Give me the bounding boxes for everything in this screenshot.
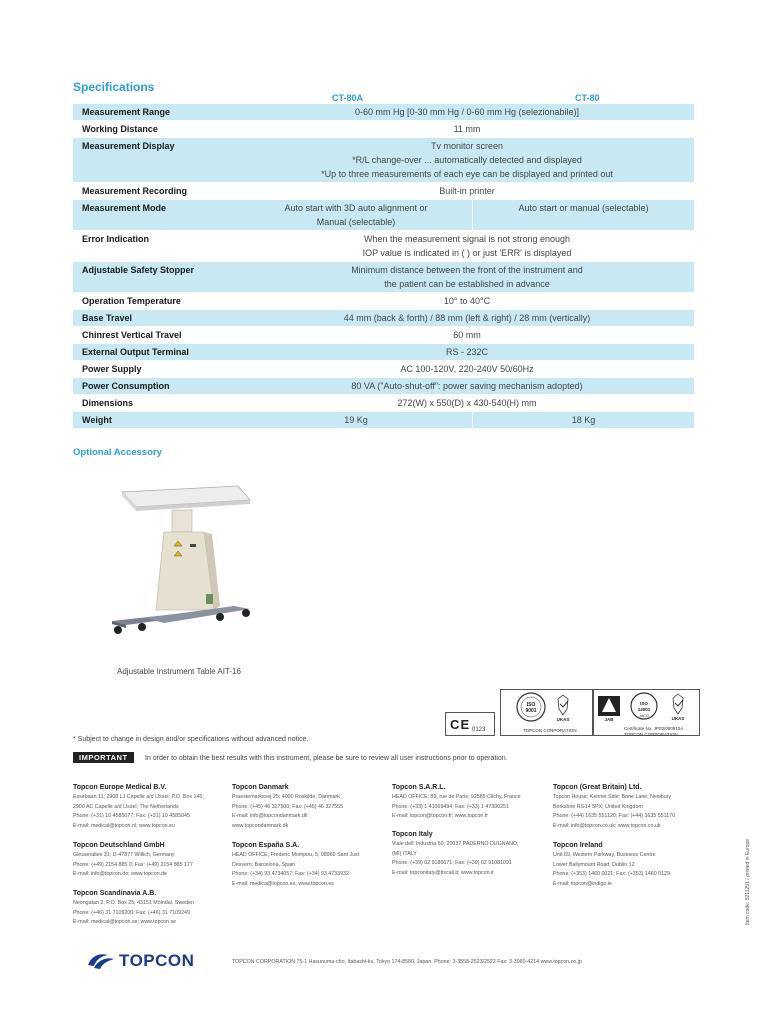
office-name: Topcon España S.A. [232,842,300,849]
spec-value: 60 mm [240,327,694,344]
topcon-logo [86,951,194,971]
office-line: 2900 AC Capelle a/d IJssel; The Netherlands [73,803,179,810]
spec-row [73,310,694,327]
spec-label: Measurement Range [73,104,240,121]
spec-value: 44 mm (back & forth) / 88 mm (left & right) / 28 mm (vertically) [240,310,694,327]
spec-label: Measurement Mode [73,200,240,231]
office-topcon-great-britain [553,782,675,831]
svg-text:ISO: ISO [526,702,536,708]
spec-row [73,183,694,200]
spec-value-ct80a: 19 Kg [240,412,473,429]
spec-value: 11 mm [240,121,694,138]
spec-value [240,231,694,262]
spec-row [73,327,694,344]
office-name: Topcon Ireland [553,842,603,849]
office-line: Viale dell' Industria 60; 20037 PADERNO DUGNANO; [392,841,519,847]
office-line: E-mail: topconitaly@tiscali.it; www.topcon.it [392,869,494,876]
spec-label: Weight [73,412,240,429]
spec-value-line: Minimum distance between the front of the instrument and [351,265,583,275]
spec-row [73,293,694,310]
spec-value-ct80: Auto start or manual (selectable) [473,200,695,231]
specifications-title: Specifications [73,80,155,94]
ce-mark-icon: C E [445,712,495,736]
spec-row [73,344,694,361]
office-line: E-mail: info@topcondanmark.dk [232,813,308,819]
spec-row [73,200,694,231]
office-line: Phone: (+45) 46 327500; Fax: (+45) 46 327555 [232,803,344,810]
svg-text:UKAS: UKAS [671,716,685,721]
spec-value: 272(W) x 550(D) x 430-540(H) mm [240,395,694,412]
side-item-code: Item code: 5211251 / printed in Europe [745,838,751,925]
office-line: HEAD OFFICE; 89, rue de Paris; 92585 Clichy, France [392,794,521,800]
spec-label: Power Consumption [73,378,240,395]
office-line: Phone: (+46) 31 7109200; Fax: (+46) 31 7109249 [73,909,190,916]
office-name: Topcon Italy [392,831,433,838]
office-line: E-mail: topcon@indigo.ie [553,880,612,887]
iso9001-certificate [500,689,593,736]
office-line: E-mail: info@topcon.de; www.topcon.de [73,871,168,877]
office-line: Praestemarksvej 25; 4000 Roskilde, Danmark [232,794,340,800]
spec-row [73,104,694,121]
spec-label: Measurement Recording [73,183,240,200]
topcon-logo-text: TOPCON [119,951,195,970]
spec-row [73,262,694,293]
office-line: Phone: (+31) 10 4585077; Fax: (+31) 10 4585045 [73,813,190,819]
important-badge: IMPORTANT [73,752,134,763]
spec-value [240,138,694,183]
specs-change-note: * Subject to change in design and/or specifications without advanced notice. [73,736,309,743]
office-line: www.topcondanmark.dk [232,822,289,829]
office-line: E-mail: medical@topcon.se; www.topcon.se [73,919,177,925]
table-caption: Adjustable Instrument Table AIT-16 [117,667,241,676]
office-topcon-espana [232,840,359,889]
office-line: Phone: (+49) 2154 885 0; Fax: (+49) 2154 885 177 [73,861,193,868]
office-name: Topcon Danmark [232,784,289,791]
office-name: Topcon Scandinavia A.B. [73,890,157,897]
footer-address: TOPCON CORPORATION 75-1 Hasunuma-cho, Itabashi-ku, Tokyo 174-8580, Japan. Phone: 3-3558-2523/2522 Fax: 3-3960-4214 www.topcon.co.jp [232,959,582,965]
svg-text:JACO: JACO [639,714,649,718]
office-name: Topcon S.A.R.L. [392,784,446,791]
office-line: Unit 69, Western Parkway, Business Centre [553,852,656,858]
spec-row [73,361,694,378]
spec-label: Error Indication [73,231,240,262]
spec-label: External Output Terminal [73,344,240,361]
office-line: Lower Ballymount Road, Dublin 12 [553,861,635,868]
office-line: Phone: (+33) 1 41069494; Fax: (+33) 1 47390251 [392,803,509,810]
spec-value-ct80: 18 Kg [473,412,695,429]
svg-text:UKAS: UKAS [556,717,570,722]
office-topcon-ireland [553,840,670,889]
spec-value-line: When the measurement signal is not strong enough [363,234,571,244]
cert2-label-2: TOPCON CORPORATION [624,732,678,737]
office-line: E-mail: medica@topcon.es; www.topcon.es [232,880,334,887]
office-name: Topcon Europe Medical B.V. [73,784,167,791]
column-header-ct80a: CT-80A [332,93,364,103]
svg-text:14001: 14001 [637,707,651,712]
spec-value: 0-60 mm Hg [0-30 mm Hg / 0-60 mm Hg (selezionabile)] [240,104,694,121]
iso14001-certificate [593,689,700,736]
spec-label: Adjustable Safety Stopper [73,262,240,293]
column-header-ct80: CT-80 [575,93,600,103]
spec-value-line: the patient can be established in advance [384,279,550,289]
important-text: In order to obtain the best results with this instrument, please be sure to review all user instructions prior to operation. [145,755,508,762]
spec-row [73,378,694,395]
office-line: Neongatan 2; P.O. Box 25; 43151 Mölndal, Sweden [73,900,194,906]
spec-value [240,262,694,293]
ce-number: 0123 [472,727,486,733]
office-topcon-danmark [232,782,343,831]
cert2-label: Certificate No. JP03/080910A [624,726,684,731]
spec-value-ct80a [240,200,473,231]
office-line: Phone: (+353) 1460 0021; Fax: (+353) 1460 0129 [553,871,670,877]
spec-value-line: Tv monitor screen [430,141,504,151]
office-line: Berkshire RG14 5PX; United Kingdom [553,803,643,810]
office-line: E-mail: info@topcon.co.uk; www.topcon.co.uk [553,822,661,829]
spec-value-line: *Up to three measurements of each eye can be displayed and printed out [321,169,613,179]
spec-value-line: IOP value is indicated in ( ) or just 'ERR' is displayed [362,248,572,258]
spec-value: RS - 232C [240,344,694,361]
spec-label: Working Distance [73,121,240,138]
spec-label: Power Supply [73,361,240,378]
office-name: Topcon Deutschland GmbH [73,842,165,849]
spec-value-line: Auto start with 3D auto alignment or [284,203,428,213]
spec-value-line: Manual (selectable) [316,217,396,227]
office-topcon-sarl [392,782,521,822]
iso9001-seal-icon [501,690,592,726]
topcon-logo-icon [86,951,116,971]
specifications-table [73,104,694,429]
office-line: E-mail: topcon@topcon.fr; www.topcon.fr [392,813,489,819]
office-topcon-scandinavia [73,888,194,928]
office-name: Topcon (Great Britain) Ltd. [553,784,642,791]
spec-label: Measurement Display [73,138,240,183]
office-line: Phone: (+44) 1635 551120; Fax: (+44) 1635 551170 [553,813,676,819]
office-line: E-mail: medical@topcon.nl; www.topcon.eu [73,822,175,829]
office-topcon-deutschland [73,840,193,880]
svg-text:9001: 9001 [525,708,537,714]
iso14001-seal-icon [594,690,699,724]
spec-row [73,395,694,412]
spec-value: Built-in printer [240,183,694,200]
spec-row [73,412,694,429]
spec-row [73,121,694,138]
optional-accessory-title: Optional Accessory [73,447,162,458]
office-line: Topcon House; Kennet Side; Bone Lane; Newbury [553,794,672,800]
svg-text:JAB: JAB [604,717,614,722]
office-topcon-europe [73,782,204,831]
spec-label: Base Travel [73,310,240,327]
office-topcon-italy [392,829,519,878]
office-line: Giesserallee 31; D-47877 Willich, Germany [73,852,175,858]
spec-row [73,138,694,183]
spec-value: AC 100-120V, 220-240V 50/60Hz [240,361,694,378]
spec-value: 80 VA ("Auto-shut-off": power saving mechanism adopted) [240,378,694,395]
spec-value: 10° to 40°C [240,293,694,310]
office-line: Desvern; Barcelona, Spain [232,861,296,868]
cert1-label: TOPCON CORPORATION [523,728,577,733]
spec-label: Operation Temperature [73,293,240,310]
office-line: Essebaan 11; 2908 LJ Capelle a/d IJssel; P.O. Box 145; [73,794,204,800]
spec-row [73,231,694,262]
spec-value-line: *R/L change-over ... automatically detected and displayed [352,155,582,165]
office-line: (MI) ITALY [392,850,417,857]
office-line: Phone: (+39) 02 9186671; Fax: (+39) 02 91081091 [392,860,512,866]
office-line: HEAD OFFICE; Frederic Mompou, 5; 08960 Sant Just [232,852,360,858]
spec-label: Chinrest Vertical Travel [73,327,240,344]
svg-text:ISO: ISO [640,701,648,706]
spec-label: Dimensions [73,395,240,412]
instrument-table-image [108,478,258,643]
office-line: Phone: (+34) 93 4734057; Fax: (+34) 93 4733932 [232,871,349,877]
